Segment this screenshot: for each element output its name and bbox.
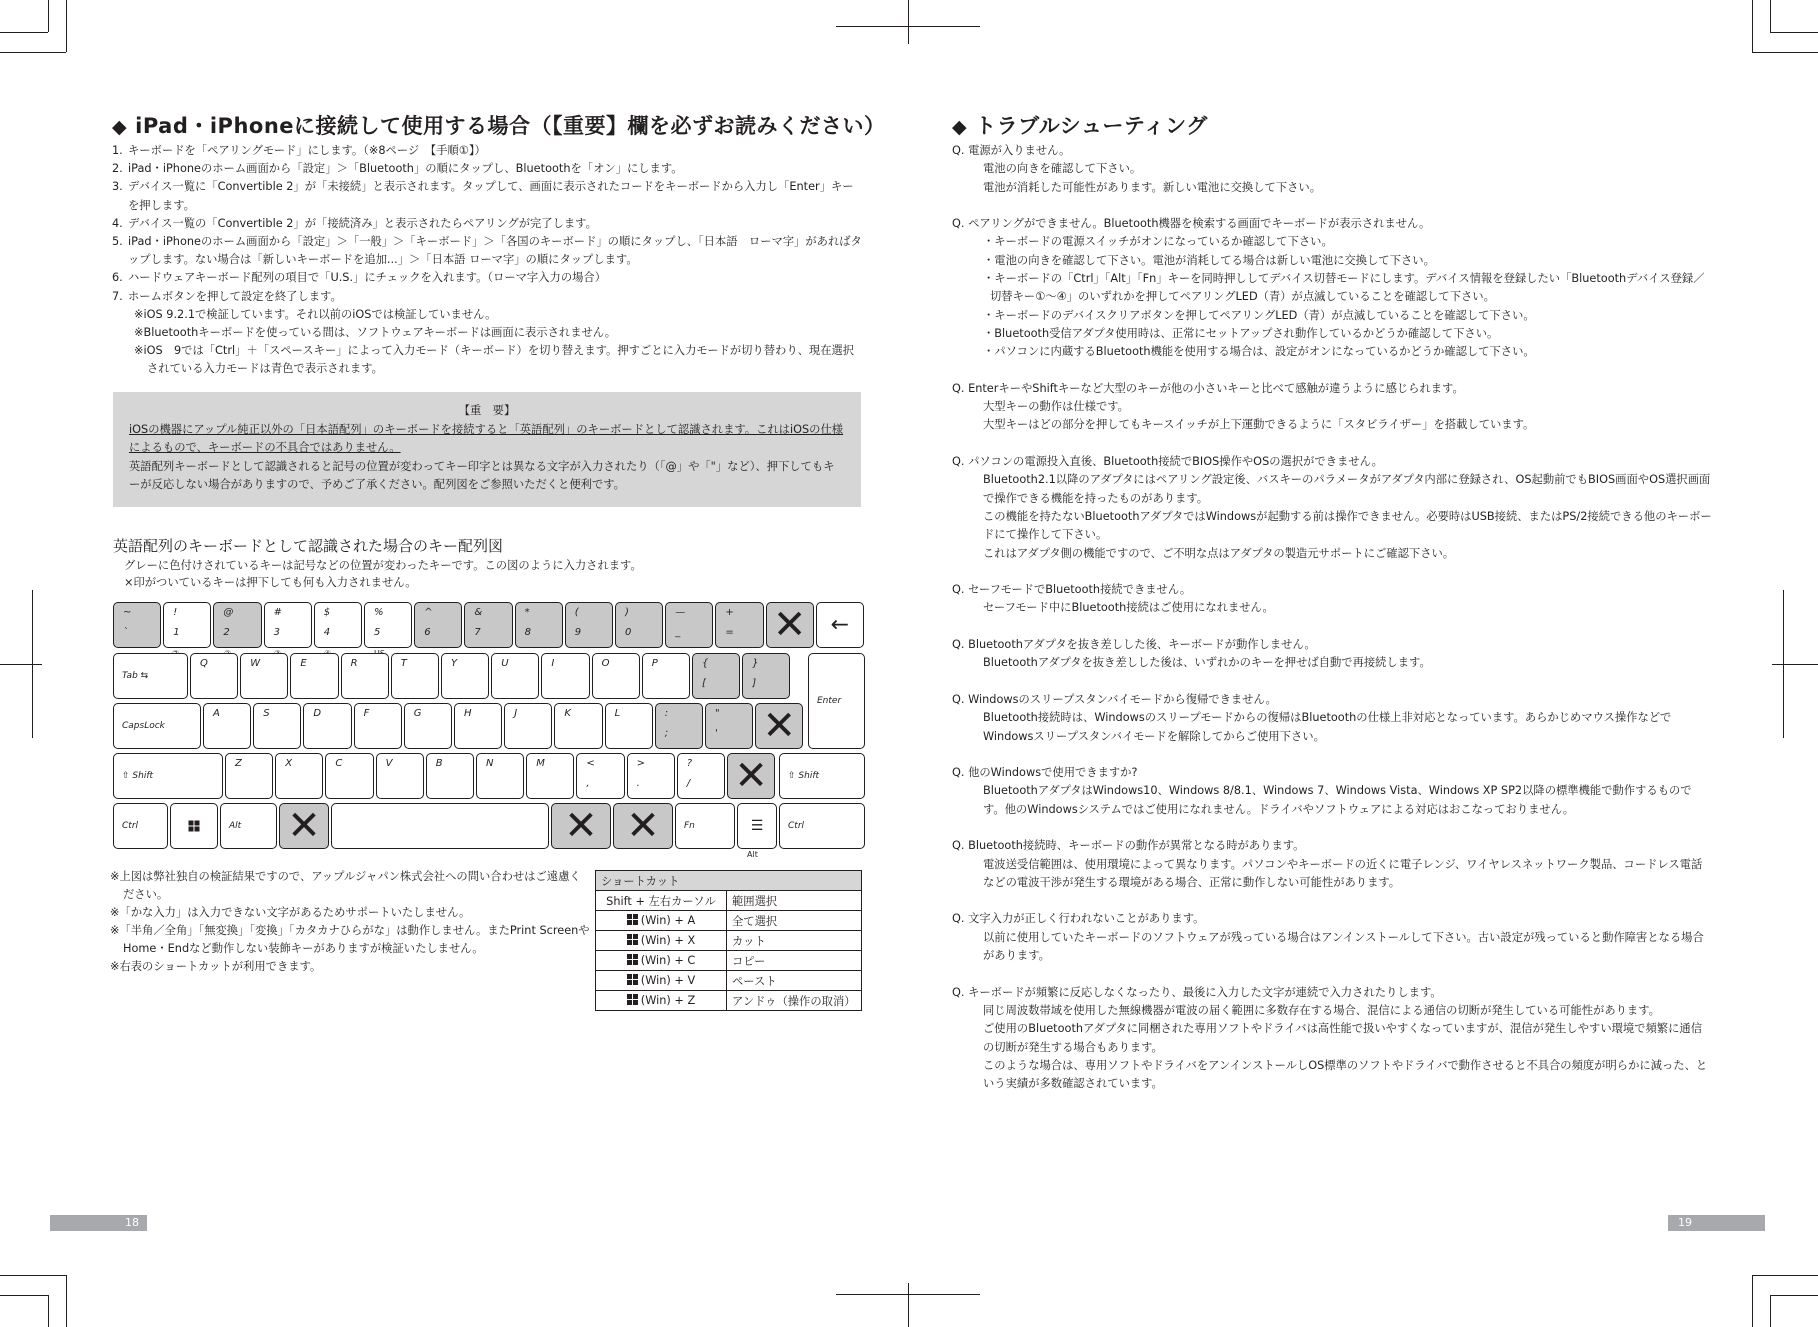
keyboard-key: Z — [225, 753, 273, 799]
list-item: 6. ハードウェアキーボード配列の項目で「U.S.」にチェックを入れます。（ローマ字入力の場合） — [112, 271, 607, 285]
shortcut-table — [595, 870, 862, 1011]
faq-answer: Bluetooth2.1以降のアダプタにはペアリング設定後、バスキーのパラメータがアダプタ内部に登録され、OS起動前でもBIOS画面やOS選択画面で操作できる機能を持ったものがあります。 — [983, 473, 1711, 505]
footnote: ※「かな入力」は入力できない文字があるためサポートいたしません。 — [110, 906, 471, 919]
shortcut-action: ペースト — [727, 971, 862, 991]
windows-icon — [627, 954, 638, 965]
shortcut-action: 範囲選択 — [727, 891, 862, 911]
shortcut-action: 全て選択 — [727, 911, 862, 931]
note: ※iOS 9では「Ctrl」＋「スペースキー」によって入力モード（キーボード）を切り替えます。押すごとに入力モードが切り替わり、現在選択されている入力モードは青色で表示されます。 — [134, 344, 855, 376]
faq-question: Q. セーフモードでBluetooth接続できません。 — [952, 583, 1192, 597]
shortcut-key: (Win) + V — [596, 971, 727, 991]
faq-question: Q. Windowsのスリープスタンバイモードから復帰できません。 — [952, 692, 1277, 706]
important-underlined: iOSの機器にアップル純正以外の「日本語配列」のキーボードを接続すると「英語配列」のキーボードとして認識されます。これはiOSの仕様によるもので、キーボードの不具合ではありません。 — [129, 422, 844, 454]
keyboard-note: ×印がついているキーは押下しても何も入力されません。 — [124, 576, 417, 589]
keyboard-key: U — [491, 653, 539, 699]
shortcut-key: (Win) + A — [596, 911, 727, 931]
disabled-x-icon: ✕ — [626, 803, 660, 849]
windows-key — [170, 803, 218, 849]
important-text: 英語配列キーボードとして認識されると記号の位置が変わってキー印字とは異なる文字が入力されたり（「@」や「"」など）、押下してもキーが反応しない場合がありますので、予めご了承ください。配列図をご参照いただくと便利です。 — [129, 459, 835, 491]
keyboard-key: D — [303, 703, 351, 749]
crop-mark — [1770, 1295, 1771, 1327]
shortcut-action: カット — [727, 931, 862, 951]
crop-mark — [0, 1275, 66, 1276]
shortcut-key: Shift + 左右カーソル — [596, 891, 727, 911]
left-shift-key: ⇧ Shift — [113, 753, 223, 799]
faq-bullet: ・キーボードの電源スイッチがオンになっているか確認して下さい。 — [983, 235, 1333, 249]
crop-mark — [908, 1283, 909, 1327]
keyboard-key — [551, 803, 611, 849]
crop-mark — [0, 32, 48, 33]
table-row — [596, 911, 862, 931]
faq-answer: BluetoothアダプタはWindows10、Windows 8/8.1、Windows 7、Windows Vista、Windows XP SP2以降の標準機能で動作するものです。他のWindowsシステムではご使用になれません。ドライバやソフトウェアによる対応はおこなっておりません。 — [983, 784, 1692, 816]
keyboard-key: G — [404, 703, 452, 749]
faq-bullet: ・キーボードのデバイスクリアボタンを押してペアリングLED（青）が点滅していることを確認して下さい。 — [983, 308, 1535, 322]
crop-mark — [0, 52, 66, 53]
left-alt-key: Alt — [220, 803, 277, 849]
section-title: ◆ トラブルシューティング — [952, 114, 1208, 138]
faq-question: Q. ペアリングができません。Bluetooth機器を検索する画面でキーボードが表示されません。 — [952, 217, 1431, 231]
crop-mark — [1783, 590, 1784, 738]
faq-answer: このような場合は、専用ソフトやドライバをアンインストールしOS標準のソフトやドライバで動作させると不具合の頻度が明らかに減った、という実績が多数確認されています。 — [983, 1058, 1708, 1091]
keyboard-key: $ 4 — [314, 602, 362, 648]
tab-key: Tab ⇆ — [113, 653, 188, 699]
disabled-x-icon: ✕ — [564, 803, 598, 849]
faq-answer: 電池が消耗した可能性があります。新しい電池に交換して下さい。 — [983, 180, 1322, 194]
table-row — [596, 891, 862, 911]
note: ※iOS 9.2.1で検証しています。それ以前のiOSでは検証していません。 — [134, 307, 497, 321]
keyboard-title: 英語配列のキーボードとして認識された場合のキー配列図 — [113, 537, 504, 555]
disabled-x-icon: ✕ — [287, 803, 321, 849]
page-title: ◆ iPad・iPhoneに接続して使用する場合（【重要】欄を必ずお読みください） — [112, 114, 886, 138]
faq-answer: これはアダプタ側の機能ですので、ご不明な点はアダプタの製造元サポートにご確認下さい。 — [983, 546, 1455, 560]
page-number: 18 — [50, 1215, 147, 1231]
keyboard-key — [613, 803, 673, 849]
faq-bullet: ・パソコンに内蔵するBluetooth機能を使用する場合は、設定がオンになっているかどうか確認して下さい。 — [983, 345, 1535, 359]
keyboard-key: F — [354, 703, 402, 749]
faq-answer: 以前に使用していたキーボードのソフトウェアが残っている場合はアンインストールして下さい。古い設定が残っていると動作障害となる場合があります。 — [983, 930, 1704, 963]
space-key — [331, 803, 549, 849]
keyboard-key: Q — [190, 653, 238, 699]
faq-question: Q. 電源が入りません。 — [952, 144, 1071, 157]
keyboard-key: M — [526, 753, 574, 799]
table-row — [596, 951, 862, 971]
keyboard-key: X — [275, 753, 323, 799]
keyboard-key: N — [476, 753, 524, 799]
faq-answer: 同じ周波数帯域を使用した無線機器が電波の届く範囲に多数存在する場合、混信による通信の切断が発生している可能性があります。 — [983, 1003, 1660, 1017]
keyboard-key: " ' — [705, 703, 753, 749]
important-title: 【重 要】 — [458, 404, 516, 417]
keyboard-key — [816, 602, 864, 648]
keyboard-key: C — [325, 753, 373, 799]
crop-mark — [1752, 1275, 1818, 1276]
footnote: ※上図は弊社独自の検証結果ですので、アップルジャパン株式会社への問い合わせはご遠慮ください。 — [110, 870, 581, 901]
faq-answer: この機能を持たないBluetoothアダプタではWindowsが起動する前は操作できません。必要時はUSB接続、またはPS/2接続できる他のキーボードにて操作して下さい。 — [983, 509, 1712, 542]
shortcut-action: コピー — [727, 951, 862, 971]
enter-key: Enter — [808, 653, 865, 749]
keyboard-diagram — [113, 602, 865, 859]
right-ctrl-key: Ctrl — [779, 803, 865, 849]
keyboard-key: L — [605, 703, 653, 749]
keyboard-key: J — [504, 703, 552, 749]
windows-icon — [189, 821, 200, 832]
keyboard-key: S — [253, 703, 301, 749]
keyboard-key: A — [203, 703, 251, 749]
crop-mark — [0, 664, 42, 665]
crop-mark — [1752, 52, 1818, 53]
crop-mark — [32, 590, 33, 738]
backspace-icon: ← — [830, 612, 850, 638]
windows-icon — [627, 974, 638, 985]
faq-bullet: ・キーボードの「Ctrl」「Alt」「Fn」キーを同時押ししてデバイス切替モードにします。デバイス情報を登録したい「Bluetoothデバイス登録／切替キー①〜④」のいずれかを押してペアリングLED（青）が点滅していることを確認して下さい。 — [983, 272, 1705, 304]
note: ※Bluetoothキーボードを使っている間は、ソフトウェアキーボードは画面に表示されません。 — [134, 326, 617, 340]
footnote: ※「半角／全角」「無変換」「変換」「カタカナひらがな」は動作しません。またPrint ScreenやHome・Endなど動作しない装飾キーがありますが検証いたしません。 — [110, 924, 590, 955]
list-item: 3. デバイス一覧に「Convertible 2」が「未接続」と表示されます。タップして、画面に表示されたコードをキーボードから入力し「Enter」キーを押します。 — [112, 180, 854, 212]
footnote: ※右表のショートカットが利用できます。 — [110, 960, 322, 973]
keyboard-key: < , — [576, 753, 624, 799]
keyboard-key: H — [454, 703, 502, 749]
faq-answer: 大型キーの動作は仕様です。 — [983, 400, 1129, 414]
left-ctrl-key: Ctrl — [113, 803, 168, 849]
keyboard-notes — [124, 557, 642, 591]
table-row — [596, 991, 862, 1011]
faq-list — [952, 142, 1712, 1093]
windows-icon — [627, 994, 638, 1005]
keyboard-key: > . — [627, 753, 675, 799]
crop-mark — [48, 0, 49, 32]
keyboard-key: V — [376, 753, 424, 799]
fn-key: Fn — [675, 803, 735, 849]
disabled-x-icon: ✕ — [734, 753, 768, 799]
keyboard-key: & 7 — [464, 602, 512, 648]
keyboard-key: P — [642, 653, 690, 699]
keyboard-key: ) 0 — [615, 602, 663, 648]
disabled-x-icon: ✕ — [772, 602, 807, 648]
disabled-x-icon: ✕ — [762, 703, 797, 749]
list-item: 7. ホームボタンを押して設定を終了します。 — [112, 289, 342, 303]
table-row — [596, 931, 862, 951]
keyboard-key: ! 1 — [163, 602, 211, 648]
crop-mark — [1752, 1275, 1753, 1327]
keyboard-key: # 3 — [264, 602, 312, 648]
menu-icon: ☰ — [750, 818, 764, 834]
keyboard-key: O — [592, 653, 640, 699]
crop-mark — [66, 1275, 67, 1327]
faq-question: Q. EnterキーやShiftキーなど大型のキーが他の小さいキーと比べて感触が違うように感じられます。 — [952, 381, 1464, 395]
faq-bullet: ・電池の向きを確認して下さい。電池が消耗してる場合は新しい電池に交換して下さい。 — [983, 253, 1435, 267]
keyboard-key: @ 2 — [213, 602, 261, 648]
keyboard-key: ~ ` — [113, 602, 161, 648]
keyboard-key — [279, 803, 329, 849]
faq-answer: 電池の向きを確認して下さい。 — [983, 162, 1142, 176]
crop-mark — [48, 1295, 49, 1327]
crop-mark — [1772, 664, 1818, 665]
windows-icon — [627, 914, 638, 925]
keyboard-key: K — [554, 703, 602, 749]
list-item: 1. キーボードを「ペアリングモード」にします。（※8ページ 【手順①】） — [112, 144, 486, 157]
keyboard-key: W — [240, 653, 288, 699]
capslock-key: CapsLock — [113, 703, 201, 749]
keyboard-key: R — [341, 653, 389, 699]
faq-answer: Bluetoothアダプタを抜き差しした後は、いずれかのキーを押せば自動で再接続します。 — [983, 656, 1431, 670]
keyboard-key: } ] — [742, 653, 790, 699]
faq-question: Q. パソコンの電源投入直後、Bluetooth接続でBIOS操作やOSの選択ができません。 — [952, 455, 1383, 469]
keyboard-key: * 8 — [515, 602, 563, 648]
shortcut-key: (Win) + Z — [596, 991, 727, 1011]
list-item: 4. デバイス一覧の「Convertible 2」が「接続済み」と表示されたらペアリングが完了します。 — [112, 216, 597, 230]
shortcut-header: ショートカット — [596, 871, 862, 891]
windows-icon — [627, 934, 638, 945]
keyboard-key — [727, 753, 775, 799]
faq-answer: 大型キーはどの部分を押してもキースイッチが上下運動できるように「スタビライザー」を搭載しています。 — [983, 418, 1535, 432]
shortcut-action: アンドゥ（操作の取消） — [727, 991, 862, 1011]
faq-question: Q. Bluetooth接続時、キーボードの動作が異常となる時があります。 — [952, 839, 1305, 853]
shortcut-key: (Win) + C — [596, 951, 727, 971]
faq-question: Q. Bluetoothアダプタを抜き差しした後、キーボードが動作しません。 — [952, 638, 1316, 652]
setup-steps — [112, 142, 862, 379]
keyboard-key — [766, 602, 814, 648]
keyboard-key: Y — [441, 653, 489, 699]
important-box — [113, 392, 861, 507]
keyboard-key: B — [426, 753, 474, 799]
keyboard-key: ^ 6 — [414, 602, 462, 648]
keyboard-key: : ; — [655, 703, 703, 749]
keyboard-key: % 5 — [364, 602, 412, 648]
footnotes — [110, 868, 590, 976]
crop-mark — [1770, 0, 1771, 32]
keyboard-key: ? / — [677, 753, 725, 799]
keyboard-key: { [ — [692, 653, 740, 699]
keyboard-note: グレーに色付けされているキーは記号などの位置が変わったキーです。この図のように入力されます。 — [124, 559, 642, 572]
keyboard-key: ( 9 — [565, 602, 613, 648]
faq-question: Q. 他のWindowsで使用できますか? — [952, 766, 1138, 780]
crop-mark — [66, 0, 67, 52]
crop-mark — [1770, 32, 1818, 33]
list-item: 2. iPad・iPhoneのホーム画面から「設定」＞「Bluetooth」の順にタップし、Bluetoothを「オン」にします。 — [112, 162, 683, 176]
alt-sub-label: Alt — [747, 850, 758, 859]
table-row — [596, 971, 862, 991]
crop-mark — [1770, 1295, 1818, 1296]
list-item: 5. iPad・iPhoneのホーム画面から「設定」＞「一般」＞「キーボード」＞「各国のキーボード」の順にタップし、「日本語 ローマ字」があればタップします。ない場合は「新しいキーボードを追加...」＞「日本語 ローマ字」の順にタップします。 — [112, 235, 862, 267]
keyboard-key: I — [541, 653, 589, 699]
crop-mark — [0, 1295, 48, 1296]
faq-bullet: ・Bluetooth受信アダプタ使用時は、正常にセットアップされ動作しているかどうか確認して下さい。 — [983, 326, 1499, 340]
keyboard-key — [755, 703, 803, 749]
faq-answer: 電波送受信範囲は、使用環境によって異なります。パソコンやキーボードの近くに電子レンジ、ワイヤレスネットワーク製品、コードレス電話などの電波干渉が発生する環境がある場合、正常に動作しない可能性があります。 — [983, 857, 1703, 889]
crop-mark — [908, 0, 909, 44]
faq-answer: ご使用のBluetoothアダプタに同梱された専用ソフトやドライバは高性能で扱いやすくなっていますが、混信が発生しやすい環境で頻繁に通信の切断が発生する場合もあります。 — [983, 1022, 1702, 1054]
right-shift-key: ⇧ Shift — [779, 753, 865, 799]
faq-question: Q. 文字入力が正しく行われないことがあります。 — [952, 912, 1205, 926]
keyboard-key: — _ — [665, 602, 713, 648]
faq-answer: セーフモード中にBluetooth接続はご使用になれません。 — [983, 601, 1274, 615]
crop-mark — [1752, 0, 1753, 52]
faq-question: Q. キーボードが頻繁に反応しなくなったり、最後に入力した文字が連続で入力されたりします。 — [952, 985, 1442, 999]
menu-key — [737, 803, 777, 849]
shortcut-key: (Win) + X — [596, 931, 727, 951]
page-number: 19 — [1668, 1215, 1765, 1231]
faq-answer: Bluetooth接続時は、Windowsのスリープモードからの復帰はBluetoothの仕様上非対応となっています。あらかじめマウス操作などでWindowsスリープスタンバイモードを解除してからご使用下さい。 — [983, 711, 1672, 743]
keyboard-key: + = — [715, 602, 763, 648]
keyboard-key: E — [290, 653, 338, 699]
keyboard-key: T — [391, 653, 439, 699]
